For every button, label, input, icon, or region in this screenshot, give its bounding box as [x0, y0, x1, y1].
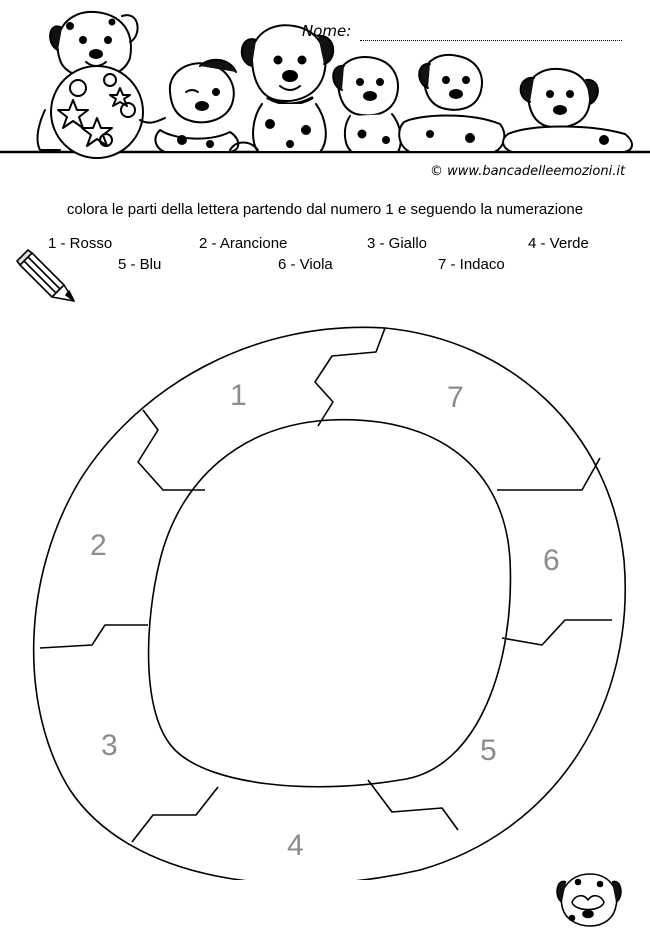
segment-number-3: 3 [101, 729, 118, 762]
divider-5-6 [502, 620, 612, 645]
legend-item-7: 7 - Indaco [438, 256, 505, 273]
instructions-text: colora le parti della lettera partendo dal numero 1 e seguendo la numerazione [66, 201, 584, 218]
puppy-with-ball-icon [38, 12, 165, 158]
name-write-line[interactable] [360, 40, 622, 41]
puppy-winking-icon [155, 60, 238, 152]
legend-item-3: 3 - Giallo [367, 235, 428, 252]
puppy-smiling-icon [333, 57, 401, 152]
segment-number-5: 5 [480, 734, 497, 767]
divider-1-7 [315, 328, 385, 426]
letter-o-drawing [0, 320, 650, 880]
puppy-collar-icon [230, 25, 333, 152]
puppy-right-icon [503, 69, 632, 152]
letter-o-outer-outline [34, 327, 626, 880]
divider-6-7 [497, 458, 600, 490]
divider-1-2 [138, 410, 205, 490]
letter-o-inner-outline [149, 420, 511, 787]
legend-item-5: 5 - Blu [118, 256, 162, 273]
legend-item-6: 6 - Viola [278, 256, 333, 273]
segment-number-4: 4 [287, 829, 304, 862]
divider-3-4 [132, 787, 218, 842]
divider-2-3 [40, 625, 148, 648]
legend-item-1: 1 - Rosso [48, 235, 113, 252]
puppy-lying-icon [399, 55, 504, 152]
name-label: Nome: [302, 22, 352, 40]
divider-4-5 [368, 780, 458, 830]
segment-number-2: 2 [90, 529, 107, 562]
segment-number-7: 7 [447, 381, 464, 414]
legend-item-4: 4 - Verde [528, 235, 589, 252]
segment-number-1: 1 [230, 379, 247, 412]
puppy-peeking-icon [552, 868, 624, 930]
website-credit: © www.bancadelleemozioni.it [430, 164, 626, 179]
segment-number-6: 6 [543, 544, 560, 577]
legend-item-2: 2 - Arancione [199, 235, 288, 252]
pencil-icon [16, 247, 78, 307]
